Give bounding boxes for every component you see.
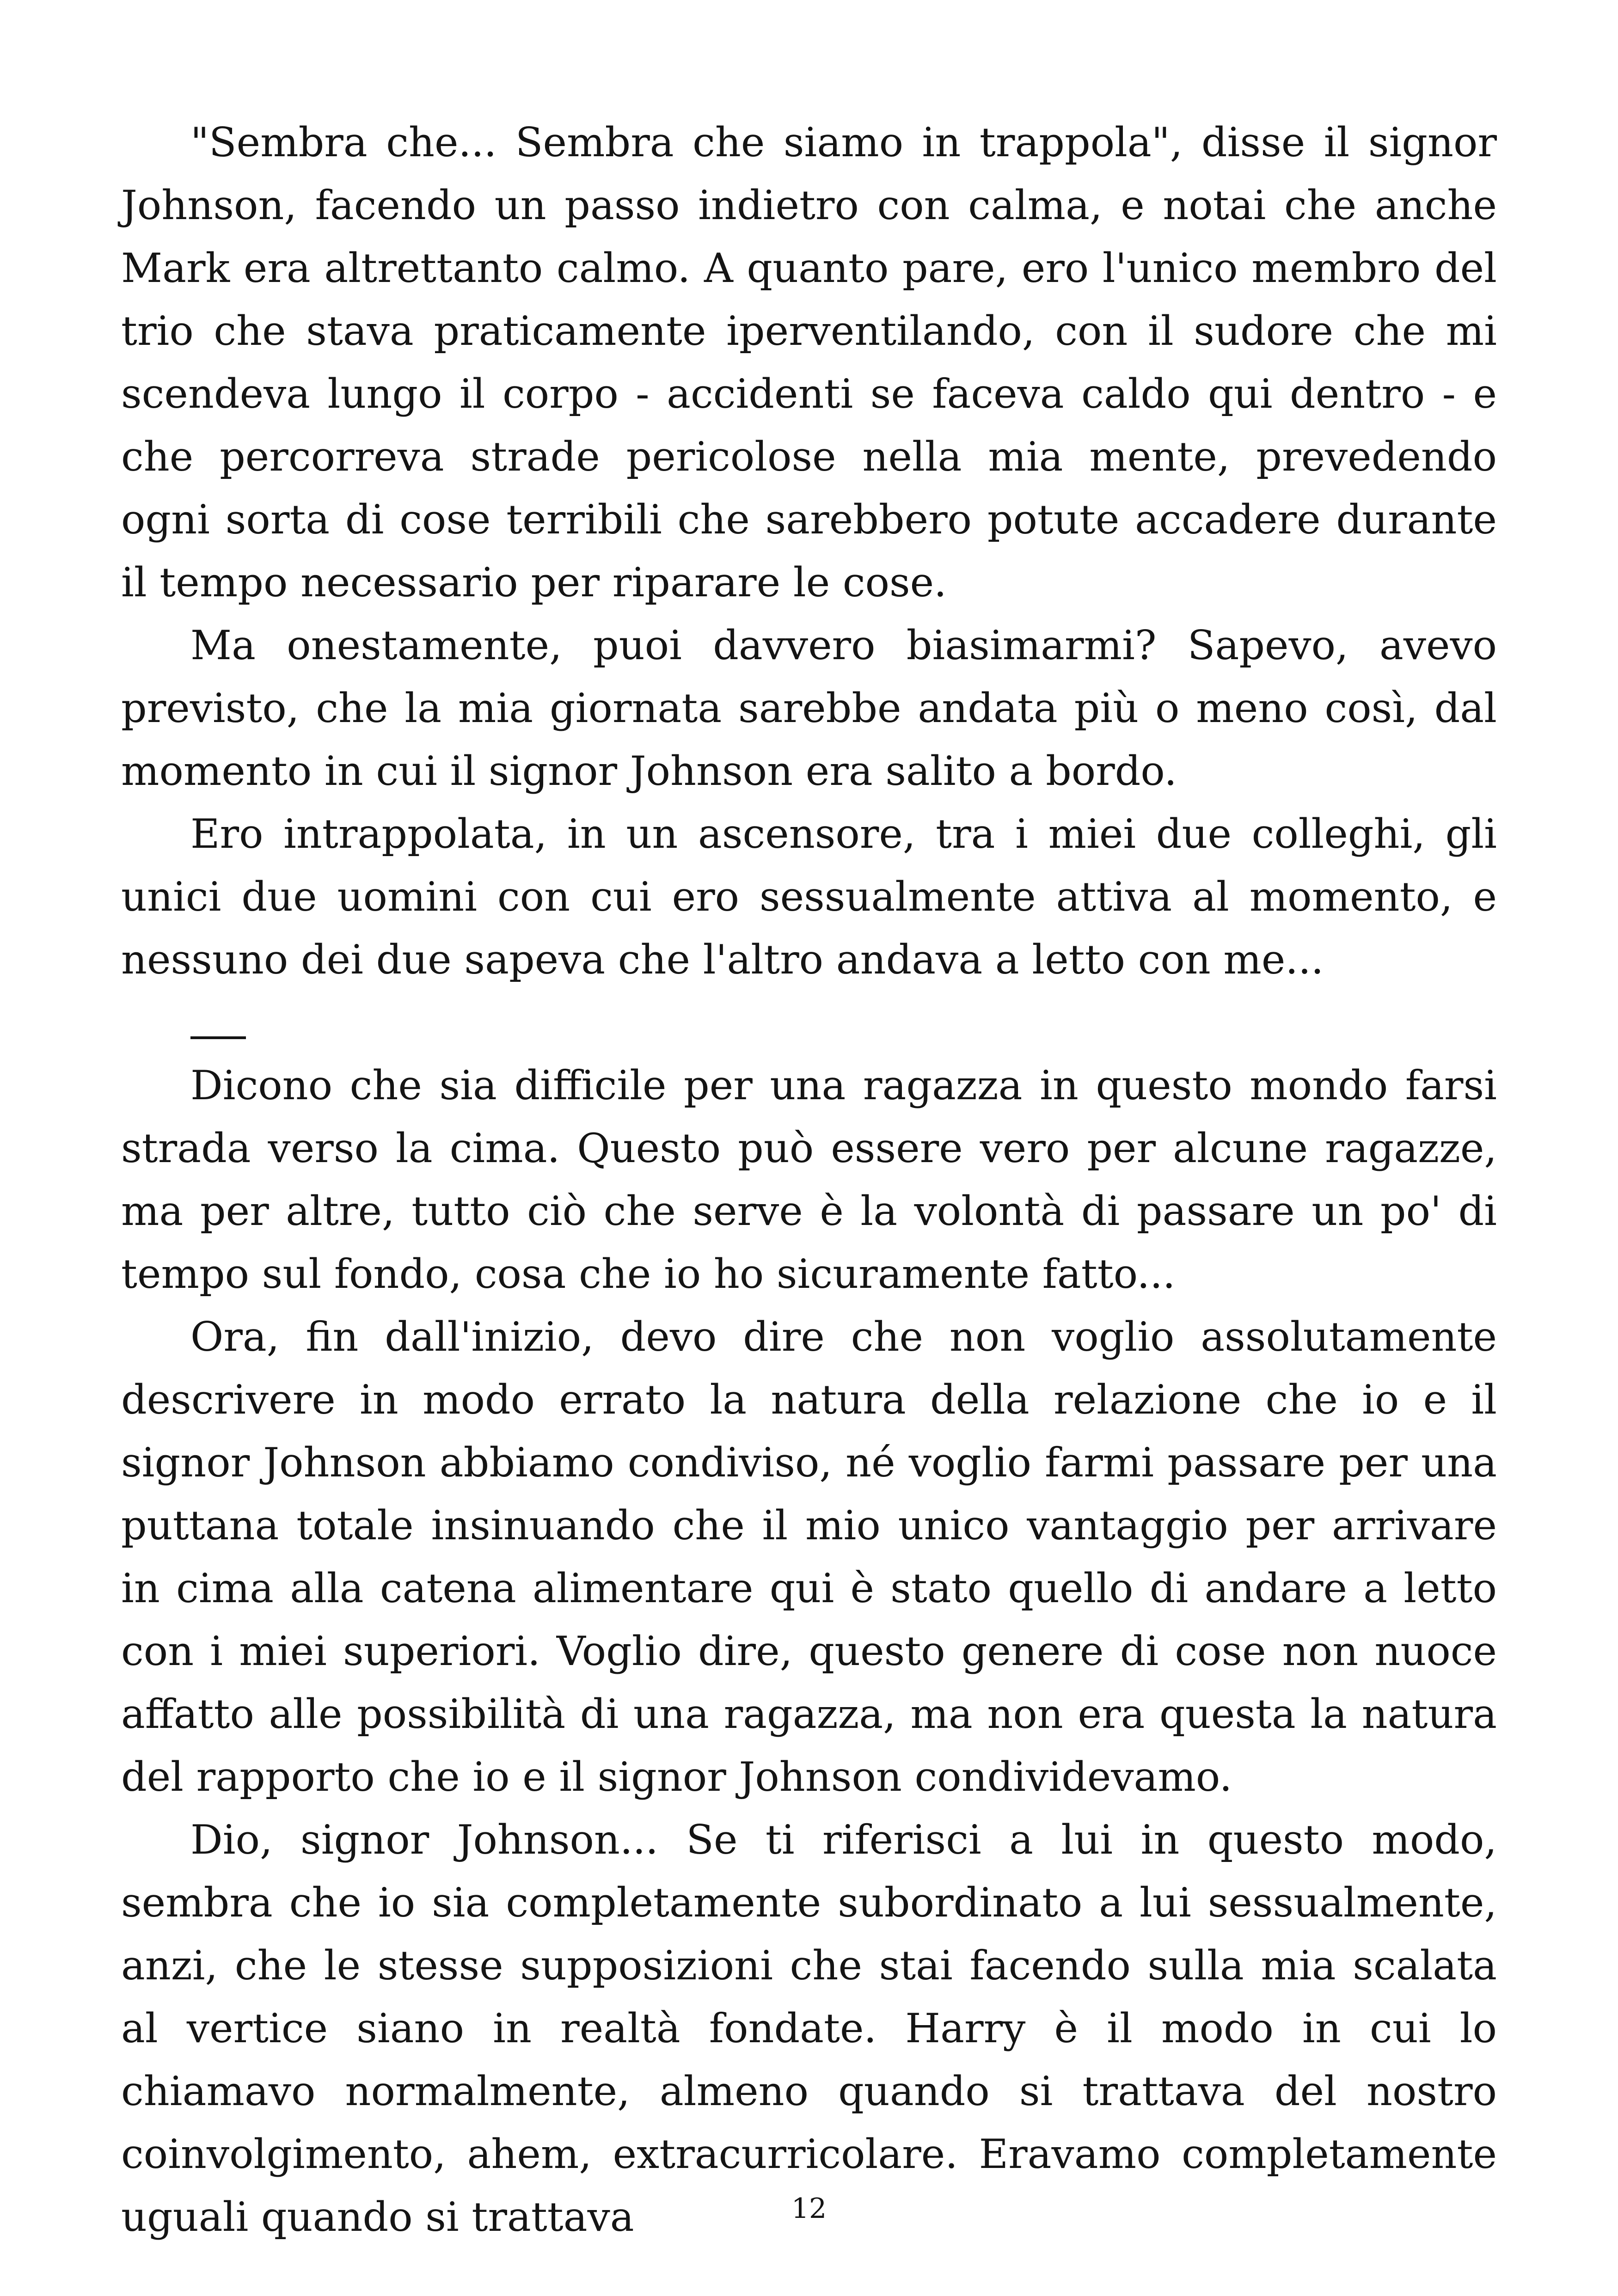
paragraph: Ero intrappolata, in un ascensore, tra i miei due colleghi, gli unici due uomini con cui ero sessualmente attiva al momento, e nessuno dei due sapeva che l'altro andava a letto con me... <box>121 810 1497 983</box>
page-number: 12 <box>791 2192 827 2225</box>
body-text <box>121 111 1497 2248</box>
paragraph: Dio, signor Johnson... Se ti riferisci a lui in questo modo, sembra che io sia completamente subordinato a lui sessualmente, anzi, che le stesse supposizioni che stai facendo sulla mia scalata al vertice siano in realtà fondate. Harry è il modo in cui lo chiamavo normalmente, almeno quando si trattava del nostro coinvolgimento, ahem, extracurricolare. Eravamo completamente uguali quando si trattava <box>121 1816 1497 2241</box>
section-divider-line <box>190 1036 246 1039</box>
paragraph: Ora, fin dall'inizio, devo dire che non voglio assolutamente descrivere in modo errato la natura della relazione che io e il signor Johnson abbiamo condiviso, né voglio farmi passare per una puttana totale insinuando che il mio unico vantaggio per arrivare in cima alla catena alimentare qui è stato quello di andare a letto con i miei superiori. Voglio dire, questo genere di cose non nuoce affatto alle possibilità di una ragazza, ma non era questa la natura del rapporto che io e il signor Johnson condividevamo. <box>121 1313 1497 1800</box>
paragraph: Dicono che sia difficile per una ragazza in questo mondo farsi strada verso la cima. Questo può essere vero per alcune ragazze, ma per altre, tutto ciò che serve è la volontà di passare un po' di tempo sul fondo, cosa che io ho sicuramente fatto... <box>121 1062 1497 1298</box>
paragraph: "Sembra che... Sembra che siamo in trappola", disse il signor Johnson, facendo un passo indietro con calma, e notai che anche Mark era altrettanto calmo. A quanto pare, ero l'unico membro del trio che stava praticamente iperventilando, con il sudore che mi scendeva lungo il corpo - accidenti se faceva caldo qui dentro - e che percorreva strade pericolose nella mia mente, prevedendo ogni sorta di cose terribili che sarebbero potute accadere durante il tempo necessario per riparare le cose. <box>121 119 1497 606</box>
paragraph: Ma onestamente, puoi davvero biasimarmi? Sapevo, avevo previsto, che la mia giornata sarebbe andata più o meno così, dal momento in cui il signor Johnson era salito a bordo. <box>121 622 1497 795</box>
section-break <box>121 991 1497 1054</box>
